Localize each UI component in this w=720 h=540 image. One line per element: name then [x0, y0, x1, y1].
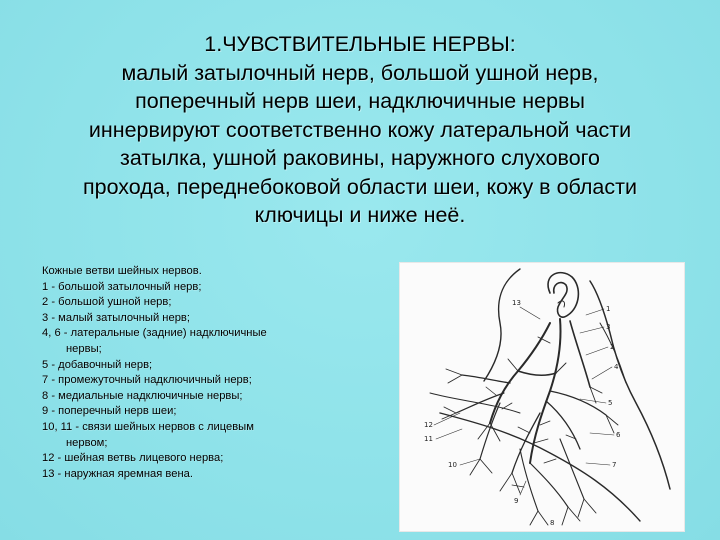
caption-line: 10, 11 - связи шейных нервов с лицевым	[42, 420, 254, 433]
caption-line: 4, 6 - латеральные (задние) надключичные	[42, 327, 267, 340]
figure-label-6: 6	[616, 431, 621, 439]
caption-line: 8 - медиальные надключичные нервы;	[42, 389, 243, 402]
caption-line: 7 - промежуточный надключичный нерв;	[42, 374, 252, 387]
figure-caption	[42, 264, 342, 482]
caption-line: нервом;	[66, 436, 108, 449]
figure-label-5: 5	[608, 399, 613, 407]
caption-line: 1 - большой затылочный нерв;	[42, 280, 202, 293]
figure-label-4: 4	[614, 363, 619, 371]
main-text-line: иннервируют соответственно кожу латеральной части	[88, 117, 632, 142]
main-text-line: затылка, ушной раковины, наружного слухового	[119, 146, 601, 170]
caption-line: 13 - наружная яремная вена.	[42, 467, 193, 480]
main-heading: 1.ЧУВСТВИТЕЛЬНЫЕ НЕРВЫ:	[204, 32, 516, 56]
main-text-line: поперечный нерв шеи, надключичные нервы	[135, 89, 585, 113]
figure-label-2: 2	[610, 343, 615, 351]
main-text-line: малый затылочный нерв, большой ушной нерв,	[121, 60, 599, 85]
neck-outline	[484, 269, 520, 381]
main-text-block	[30, 30, 690, 230]
figure-label-11: 11	[424, 435, 433, 443]
caption-line: 2 - большой ушной нерв;	[42, 296, 172, 309]
caption-line: 9 - поперечный нерв шеи;	[42, 405, 177, 418]
figure-label-10: 10	[448, 461, 457, 469]
figure-label-7: 7	[612, 461, 617, 469]
figure-label-9: 9	[514, 497, 519, 505]
main-text-line: ключицы и ниже неё.	[254, 203, 466, 227]
figure-label-3: 3	[606, 323, 611, 331]
caption-title: Кожные ветви шейных нервов.	[42, 265, 202, 277]
ear-outline	[548, 273, 578, 317]
figure-label-12: 12	[424, 421, 433, 429]
caption-line: 12 - шейная ветвь лицевого нерва;	[42, 452, 224, 465]
anatomy-illustration	[399, 262, 685, 532]
caption-line: нервы;	[66, 342, 102, 355]
clavicle-outline	[440, 413, 640, 521]
figure-label-1: 1	[606, 305, 611, 313]
main-text-line: прохода, переднебоковой области шеи, кожу в области	[82, 174, 637, 199]
neck-nerves-drawing	[400, 263, 684, 531]
figure-label-8: 8	[550, 519, 555, 527]
caption-line: 3 - малый затылочный нерв;	[42, 311, 190, 324]
caption-line: 5 - добавочный нерв;	[42, 358, 153, 371]
figure-label-13: 13	[512, 299, 521, 307]
